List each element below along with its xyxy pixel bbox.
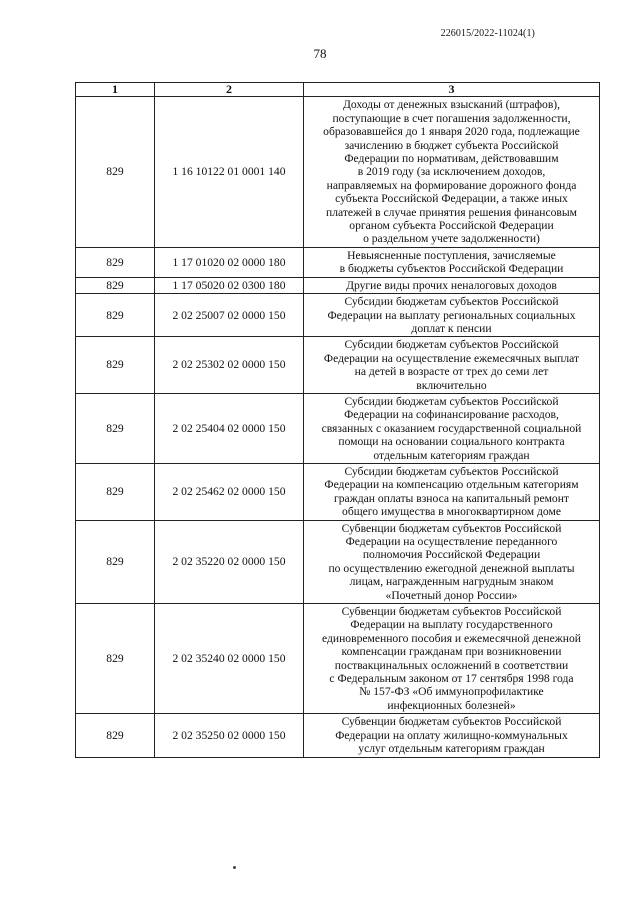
revenue-description-cell xyxy=(304,294,600,337)
description-line: субъекта Российской Федерации, а также иных xyxy=(335,192,568,206)
description-line: услуг отдельным категориям граждан xyxy=(358,742,545,756)
description-line: Федерации на компенсацию отдельным категориям xyxy=(324,478,579,492)
description-line: о раздельном учете задолженности) xyxy=(363,232,540,246)
description-line: Невыясненные поступления, зачисляемые xyxy=(347,248,556,262)
description-line: единовременного пособия и ежемесячной денежной xyxy=(322,631,581,645)
revenue-description-cell xyxy=(304,97,600,247)
description-line: компенсации гражданам при возникновении xyxy=(341,645,562,659)
revenue-description-cell xyxy=(304,247,600,277)
revenue-code-cell: 1 17 01020 02 0000 180 xyxy=(155,247,304,277)
table-header-row xyxy=(76,83,600,97)
revenue-description-cell xyxy=(304,714,600,757)
description-line: лицам, награжденным нагрудным знаком xyxy=(349,575,554,589)
revenue-description-cell xyxy=(304,393,600,463)
description-line: «Почетный донор России» xyxy=(385,588,518,602)
admin-code-cell: 829 xyxy=(76,294,155,337)
page-number: 78 xyxy=(313,46,327,61)
description-line: Федерации на осуществление ежемесячных выплат xyxy=(323,351,580,365)
description-line: № 157-ФЗ «Об иммунопрофилактике xyxy=(359,685,544,699)
column-header-2: 2 xyxy=(155,83,304,97)
revenue-code-cell: 2 02 35220 02 0000 150 xyxy=(155,520,304,603)
description-line: образовавшейся до 1 января 2020 года, подлежащие xyxy=(323,125,580,139)
table-row xyxy=(76,604,600,714)
description-line: Доходы от денежных взысканий (штрафов), xyxy=(342,98,561,112)
description-line: Федерации на софинансирование расходов, xyxy=(344,408,559,422)
description-line: помощи на основании социального контракта xyxy=(338,435,565,449)
admin-code-cell: 829 xyxy=(76,393,155,463)
description-line: полномочия Российской Федерации xyxy=(362,548,541,562)
description-line: Другие виды прочих неналоговых доходов xyxy=(346,278,557,292)
description-line: Субсидии бюджетам субъектов Российской xyxy=(344,394,559,408)
description-line: органом субъекта Российской Федерации xyxy=(349,219,554,233)
admin-code-cell: 829 xyxy=(76,714,155,757)
description-line: зачислению в бюджет субъекта Российской xyxy=(344,138,559,152)
description-line: Субвенции бюджетам субъектов Российской xyxy=(341,605,562,619)
table-row xyxy=(76,714,600,757)
admin-code-cell: 829 xyxy=(76,277,155,293)
table-row xyxy=(76,97,600,247)
table-row xyxy=(76,393,600,463)
revenue-code-cell: 2 02 25462 02 0000 150 xyxy=(155,463,304,520)
admin-code-cell: 829 xyxy=(76,337,155,394)
revenue-code-cell: 1 16 10122 01 0001 140 xyxy=(155,97,304,247)
description-line: Субсидии бюджетам субъектов Российской xyxy=(344,338,559,352)
description-line: Субсидии бюджетам субъектов Российской xyxy=(344,464,559,478)
description-line: в 2019 году (за исключением доходов, xyxy=(357,165,546,179)
description-line: инфекционных болезней» xyxy=(387,698,516,712)
table-row xyxy=(76,247,600,277)
description-line: Федерации по нормативам, действовавшим xyxy=(344,152,559,166)
revenue-code-cell: 2 02 35250 02 0000 150 xyxy=(155,714,304,757)
description-line: поступающие в счет погашения задолженности, xyxy=(332,111,571,125)
description-line: граждан оплаты взноса на капитальный ремонт xyxy=(334,491,569,505)
description-line: Федерации на оплату жилищно-коммунальных xyxy=(335,728,568,742)
revenue-description-cell xyxy=(304,604,600,714)
description-line: общего имущества в многоквартирном доме xyxy=(342,505,561,519)
budget-classification-table xyxy=(75,82,600,758)
description-line: связанных с оказанием государственной социальной xyxy=(321,421,582,435)
revenue-description-cell xyxy=(304,463,600,520)
revenue-description-cell xyxy=(304,277,600,293)
revenue-code-cell: 2 02 25404 02 0000 150 xyxy=(155,393,304,463)
column-header-1: 1 xyxy=(76,83,155,97)
description-line: Субвенции бюджетам субъектов Российской xyxy=(341,521,562,535)
admin-code-cell: 829 xyxy=(76,97,155,247)
description-line: платежей в случае принятия решения финансовым xyxy=(326,205,577,219)
description-line: отдельным категориям граждан xyxy=(373,448,530,462)
description-line: Федерации на осуществление переданного xyxy=(345,535,558,548)
revenue-description-cell xyxy=(304,337,600,394)
description-line: Федерации на выплату государственного xyxy=(350,618,553,632)
description-line: на детей в возрасте от трех до семи лет xyxy=(354,365,549,379)
description-line: направляемых на формирование дорожного фонда xyxy=(326,178,577,192)
revenue-code-cell: 2 02 25007 02 0000 150 xyxy=(155,294,304,337)
description-line: по осуществлению ежегодной денежной выплаты xyxy=(328,561,575,575)
admin-code-cell: 829 xyxy=(76,604,155,714)
description-line: поствакцинальных осложнений в соответствии xyxy=(334,658,569,672)
admin-code-cell: 829 xyxy=(76,520,155,603)
scan-mark xyxy=(233,866,236,869)
revenue-code-cell: 2 02 25302 02 0000 150 xyxy=(155,337,304,394)
admin-code-cell: 829 xyxy=(76,247,155,277)
table-row xyxy=(76,463,600,520)
table-row xyxy=(76,294,600,337)
column-header-3: 3 xyxy=(304,83,600,97)
description-line: Субсидии бюджетам субъектов Российской xyxy=(344,295,559,309)
table-row xyxy=(76,520,600,603)
revenue-code-cell: 1 17 05020 02 0300 180 xyxy=(155,277,304,293)
table-row xyxy=(76,277,600,293)
table-row xyxy=(76,337,600,394)
description-line: включительно xyxy=(416,378,487,392)
description-line: доплат к пенсии xyxy=(411,321,492,335)
document-id: 226015/2022-11024(1) xyxy=(440,28,535,39)
description-line: в бюджеты субъектов Российской Федерации xyxy=(339,262,564,276)
description-line: Субвенции бюджетам субъектов Российской xyxy=(341,715,562,729)
table-body xyxy=(76,97,600,757)
revenue-description-cell xyxy=(304,520,600,603)
description-line: с Федеральным законом от 17 сентября 1998 года xyxy=(329,672,574,686)
revenue-code-cell: 2 02 35240 02 0000 150 xyxy=(155,604,304,714)
admin-code-cell: 829 xyxy=(76,463,155,520)
description-line: Федерации на выплату региональных социальных xyxy=(327,308,576,322)
